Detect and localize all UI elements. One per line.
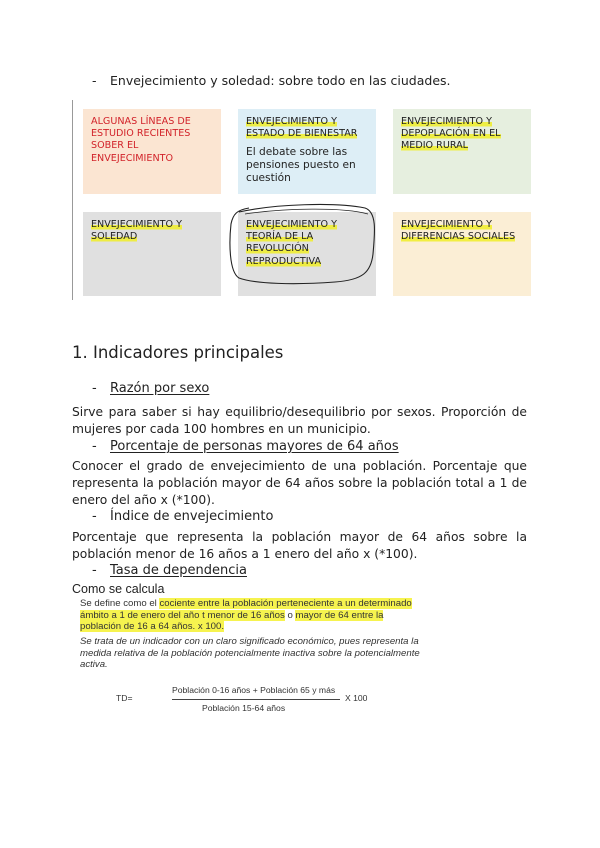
top-bullet-text: Envejecimiento y soledad: sobre todo en las ciudades.: [110, 73, 451, 88]
card-soledad-text: ENVEJECIMIENTO Y SOLEDAD: [91, 219, 182, 243]
indicator-3-heading: [92, 509, 273, 524]
research-lines-diagram: [72, 100, 531, 300]
dash-marker: -: [92, 439, 97, 454]
card-diferencias: [393, 212, 531, 296]
card-soledad: [83, 212, 221, 296]
indicator-2-text: Conocer el grado de envejecimiento de una población. Porcentaje que representa la población mayor de 64 años sobre la población total a 1 de enero del año x (*100).: [72, 459, 527, 507]
formula-denominator: Población 15-64 años: [202, 703, 286, 713]
top-bullet: [92, 73, 451, 88]
como-label: Como se calcula: [72, 582, 165, 596]
formula-multiplier: X 100: [345, 693, 368, 703]
dash-marker: -: [92, 381, 97, 396]
indicator-1-heading: [92, 381, 209, 396]
card-revolucion: [238, 212, 376, 296]
card-bienestar: [238, 109, 376, 194]
card-main-text: ALGUNAS LÍNEAS DE ESTUDIO RECIENTES SOBER EL ENVEJECIMIENTO: [91, 116, 191, 164]
card-rural: [393, 109, 531, 194]
formula-numerator: Población 0-16 años + Población 65 y más: [172, 685, 336, 695]
card-bienestar-sub: El debate sobre las pensiones puesto en cuestión: [246, 146, 356, 185]
dash-marker: -: [92, 563, 97, 578]
card-revolucion-text: ENVEJECIMIENTO Y TEORÍA DE LA REVOLUCIÓN REPRODUCTIVA: [246, 219, 337, 267]
indicator-4-heading: [92, 563, 247, 578]
section-title: 1. Indicadores principales: [72, 343, 284, 362]
indicator-3-title: Índice de envejecimiento: [110, 509, 274, 524]
card-rural-text: ENVEJECIMIENTO Y DEPOPLACIÓN EN EL MEDIO RURAL: [401, 116, 501, 152]
dash-marker: -: [92, 509, 97, 524]
indicator-4-title: Tasa de dependencia: [110, 563, 247, 578]
dash-marker: -: [92, 73, 97, 88]
indicator-3-text: Porcentaje que representa la población mayor de 64 años sobre la población menor de 16 años a 1 enero del año x (*100).: [72, 530, 527, 561]
highlight-mayor: mayor de 64 entre la población de 16 a 64 años. x 100.: [80, 609, 384, 632]
indicator-2-heading: [92, 439, 399, 454]
card-bienestar-text: ENVEJECIMIENTO Y ESTADO DE BIENESTAR: [246, 116, 358, 140]
indicator-2-title: Porcentaje de personas mayores de 64 años: [110, 439, 399, 454]
definition-paragraph-1: Se define como el cociente entre la población perteneciente a un determinado ámbito a 1 de enero del año t menor de 16 años o mayor de 64 entre la población de 16 a 64 años. x 100.: [80, 598, 412, 632]
highlight-cociente: cociente entre la población perteneciente a un determinado ámbito a 1 de enero del año t menor de 16 años: [80, 598, 412, 621]
card-diferencias-text: ENVEJECIMIENTO Y DIFERENCIAS SOCIALES: [401, 219, 516, 243]
fraction-bar: [172, 699, 340, 700]
indicator-1-text: Sirve para saber si hay equilibrio/desequilibrio por sexos. Proporción de mujeres por cada 100 hombres en un municipio.: [72, 405, 527, 436]
formula-lhs: TD=: [116, 693, 133, 703]
card-main: [83, 109, 221, 194]
definition-paragraph-2: Se trata de un indicador con un claro significado económico, pues representa la medida relativa de la población potencialmente inactiva sobre la potencialmente activa.: [80, 636, 420, 670]
indicator-1-title: Razón por sexo: [110, 381, 210, 396]
